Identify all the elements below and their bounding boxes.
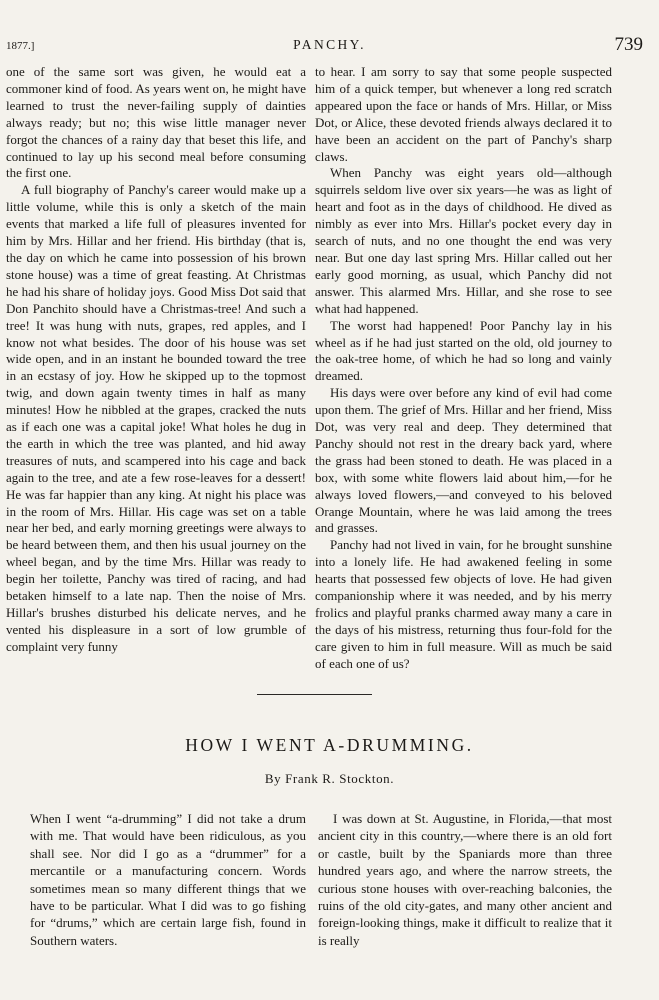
header-year: 1877.] <box>6 40 35 52</box>
paragraph: The worst had happened! Poor Panchy lay in his wheel as if he had just started on the old, old journey to the oak-tree home, of which he had so long and vainly dreamed. <box>315 317 612 384</box>
paragraph: When Panchy was eight years old—although squirrels seldom live over six years—he was as light of heart and foot as in the days of childhood. He dived as nimbly as ever into Mrs. Hillar's pocket every day in search of nuts, and no one thought the end was very near. But one day last spring Mrs. Hillar called out her early good morning, as usual, which Panchy did not answer. This alarmed Mrs. Hillar, and she rose to see what had happened. <box>315 165 612 316</box>
running-title: PANCHY. <box>293 37 366 52</box>
paragraph: When I went “a-drumming” I did not take a drum with me. That would have been ridiculous, as you shall see. Nor did I go as a “drummer” for a mercantile or a manufacturing concern. Words sometimes mean so many different things that we have to be particular. What I did was to go fishing for “drums,” which are certain large fish, found in Southern waters. <box>30 811 306 948</box>
paragraph: A full biography of Panchy's career would make up a little volume, while this is only a sketch of the main events that marked a life full of pleasures invented for him by Mrs. Hillar and her friend. His birthday (that is, the day on which he came into possession of his brown stone house) was a time of great feasting. At Christmas he had his share of holiday joys. Good Miss Dot said that Don Panchito should have a Christmas-tree! And such a tree! It was hung with nuts, grapes, red apples, and I know not what besides. The door of his house was set wide open, and in an instant he bounded toward the tree in an ecstasy of joy. How he skipped up to the topmost twig, and down again twenty times in half as many minutes! How he nibbled at the grapes, cracked the nuts as if each one was a capital joke! What holes he dug in the earth in which the tree was planted, and hid away treasures of nuts, and scampered into his cage and back again to the tree, and ate a few rose-leaves for a dessert! He was far happier than any king. At night his place was in the room of Mrs. Hillar. His cage was set on a table near her bed, and early morning greetings were always to be heard between them, and then his usual journey on the wheel began, and by the time Mrs. Hillar was ready to begin her toilette, Panchy was tired of racing, and had betaken himself to a late nap. Then the noise of Mrs. Hillar's brushes disturbed his delicate nerves, and he vented his displeasure in a sort of low grumble of complaint very funny <box>6 182 306 654</box>
paragraph: Panchy had not lived in vain, for he brought sunshine into a lonely life. He had awakened feeling in some hearts that possessed few objects of love. He had given companionship where it was needed, and by his merry frolics and playful pranks charmed away many a care in the days of his mistress, returning thus four-fold for the care given to him in full measure. Will as much be said of each one of us? <box>315 537 612 671</box>
paragraph: I was down at St. Augustine, in Florida,—that most ancient city in this country,—where there is an old fort or castle, built by the Spaniards more than three hundred years ago, and where the narrow streets, the curious stone houses with over-reaching balconies, the ruins of the old city-gates, and many other ancient and foreign-looking things, make it difficult to realize that it is really <box>318 811 612 948</box>
article-title: HOW I WENT A-DRUMMING. <box>185 735 474 755</box>
article-byline: By Frank R. Stockton. <box>264 771 395 786</box>
article-right-column <box>318 810 612 949</box>
paragraph: His days were over before any kind of evil had come upon them. The grief of Mrs. Hillar and her friend, Miss Dot, was very real and deep. They determined that Panchy should not rest in the dreary back yard, where the grass had been stoned to death. He was placed in a box, with some white flowers laid about him,—for he always loved flowers,—and conveyed to his beloved Orange Mountain, where he was laid among the trees and grasses. <box>315 385 612 536</box>
section-divider <box>257 694 372 695</box>
panchy-left-column <box>6 64 306 656</box>
article-left-column <box>30 810 306 949</box>
paragraph: to hear. I am sorry to say that some people suspected him of a quick temper, but whenever a long red scratch appeared upon the face or hands of Mrs. Hillar, or Miss Dot, or Alice, these devoted friends always declared it to have been an accident on the part of Panchy's sharp claws. <box>315 64 612 164</box>
panchy-right-column <box>315 64 612 673</box>
paragraph: one of the same sort was given, he would eat a commoner kind of food. As years went on, he might have learned to trust the never-failing supply of dainties always ready; but no; this wise little manager never forgot the chances of a rainy day that beset this life, and continued to lay up his second meal before consuming the first one. <box>6 64 306 181</box>
page-header <box>0 34 659 58</box>
page-number: 739 <box>614 34 643 55</box>
